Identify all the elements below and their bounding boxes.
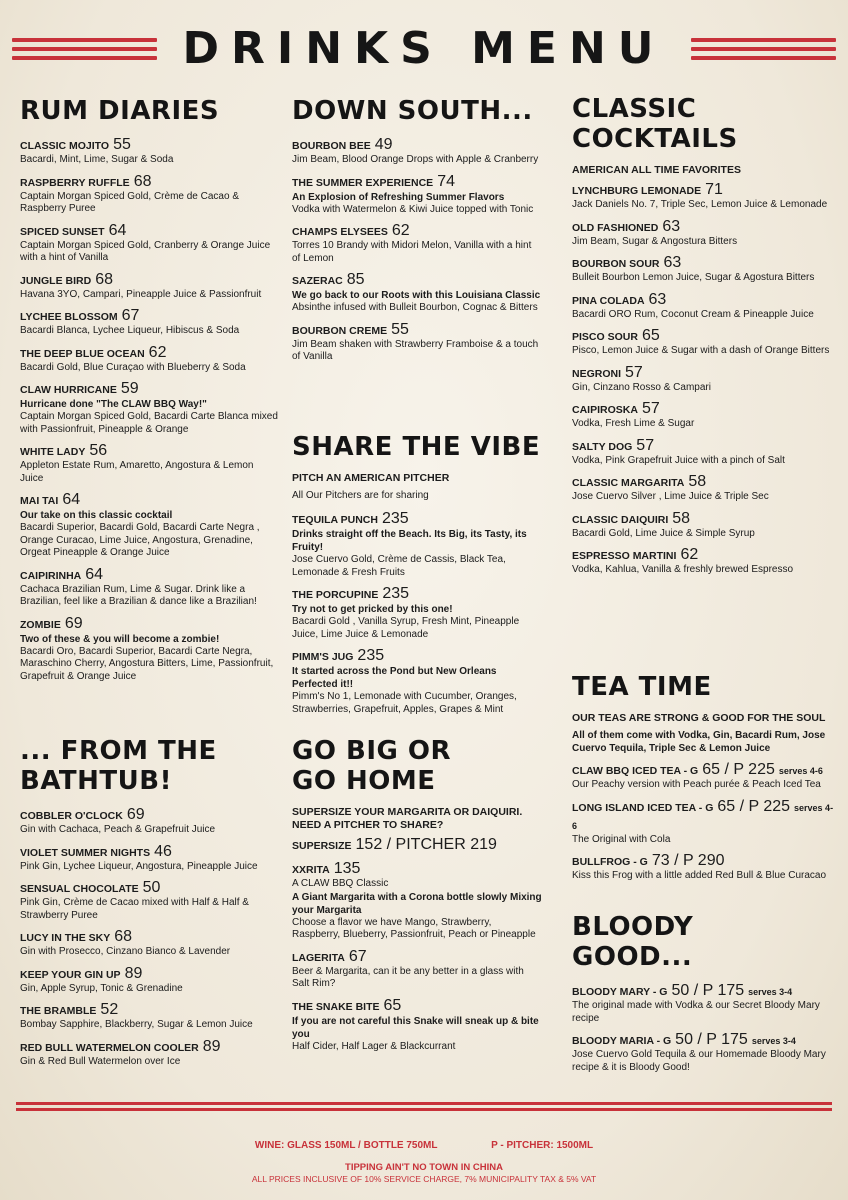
item-title-line (20, 928, 278, 946)
item-description: Appleton Estate Rum, Amaretto, Angostura & Lemon Juice (20, 460, 254, 484)
menu-item (292, 647, 542, 716)
item-name: LAGERITA (292, 951, 345, 964)
item-price: 64 (108, 221, 127, 239)
item-price: 63 (662, 217, 681, 235)
item-title-line (572, 364, 834, 382)
item-title-line (572, 761, 834, 779)
item-name: THE BRAMBLE (20, 1005, 97, 1017)
item-title-line (572, 1031, 834, 1049)
item-name: VIOLET SUMMER NIGHTS (20, 846, 151, 859)
item-name: RASPBERRY RUFFLE (20, 176, 130, 189)
item-description: Captain Morgan Spiced Gold, Crème de Cacao & Raspberry Puree (20, 190, 240, 214)
item-description: Captain Morgan Spiced Gold, Bacardi Carte Blanca mixed with Passionfruit, Pineapple & Orange (20, 411, 278, 435)
item-description: Bacardi Gold, Lime Juice & Simple Syrup (572, 527, 755, 539)
item-description: Gin, Cinzano Rosso & Campari (572, 381, 711, 393)
menu-item (572, 761, 834, 792)
section-heading: BLOODY GOOD... (572, 912, 694, 972)
menu-item (20, 271, 278, 302)
item-tagline: Our take on this classic cocktail (20, 510, 173, 521)
menu-item (292, 948, 542, 991)
menu-item (572, 400, 834, 431)
item-serves: serves 3-4 (751, 1036, 796, 1046)
item-price: 67 (121, 307, 140, 324)
item-description: Bacardi, Mint, Lime, Sugar & Soda (20, 154, 174, 165)
item-title-line (20, 566, 278, 584)
item-description: Jim Beam shaken with Strawberry Framboise & a touch of Vanilla (292, 338, 539, 362)
item-name: LYCHEE BLOSSOM (20, 311, 118, 323)
section-heading: RUM DIARIES (20, 96, 220, 126)
item-title-line (292, 173, 542, 191)
item-name: BLOODY MARY - G (572, 986, 668, 998)
item-price: 85 (346, 271, 365, 288)
item-list (572, 181, 834, 577)
item-title-line (292, 948, 542, 966)
menu-item (292, 510, 542, 579)
item-name: KEEP YOUR GIN UP (20, 968, 121, 981)
section-rum-diaries (20, 96, 278, 689)
item-price: 50 (142, 879, 161, 896)
item-description: Jose Cuervo Gold, Crème de Cassis, Black Tea, Lemonade & Fresh Fruits (292, 554, 506, 578)
section-bloody-good (572, 912, 834, 1080)
item-price: 235 (357, 647, 385, 664)
footer-sizes (0, 1140, 848, 1151)
section-tagline: All of them come with Vodka, Gin, Bacardi Rum, Jose Cuervo Tequila, Triple Sec & Lemon Juice (572, 730, 826, 754)
menu-item (572, 291, 834, 322)
supersize-price: 152 / PITCHER 219 (355, 836, 497, 853)
item-title-line (20, 491, 278, 509)
menu-item (572, 852, 834, 883)
item-tagline: An Explosion of Refreshing Summer Flavors (292, 191, 505, 203)
item-price: 68 (133, 172, 152, 190)
menu-item (20, 380, 278, 436)
menu-item (20, 806, 278, 837)
item-list (292, 136, 542, 364)
menu-item (572, 510, 834, 541)
item-title-line (572, 437, 834, 455)
item-description: Pisco, Lemon Juice & Sugar with a dash of Orange Bitters (572, 345, 830, 356)
menu-item (20, 491, 278, 560)
item-price: 235 (382, 585, 410, 602)
section-subheading: PITCH AN AMERICAN PITCHER (292, 472, 450, 484)
item-name: PISCO SOUR (572, 331, 638, 343)
item-price: 64 (85, 565, 104, 583)
item-title-line (572, 254, 834, 272)
item-price: 49 (374, 136, 393, 153)
item-description: Bacardi Gold , Vanilla Syrup, Fresh Mint, Pineapple Juice, Lime Juice & Lemonade (292, 616, 520, 640)
menu-item (20, 136, 278, 167)
item-price: 58 (672, 509, 691, 527)
menu-item (572, 798, 834, 847)
item-price: 62 (148, 343, 167, 361)
item-title-line (572, 218, 834, 236)
item-price: 68 (95, 270, 113, 288)
item-title-line (572, 181, 834, 199)
item-title-line (20, 136, 278, 154)
section-heading: CLASSIC COCKTAILS (572, 94, 738, 154)
item-description: Kiss this Frog with a little added Red Bull & Blue Curacao (572, 870, 827, 881)
item-name: SPICED SUNSET (20, 225, 105, 238)
item-name: RED BULL WATERMELON COOLER (20, 1041, 199, 1054)
item-title-line (20, 843, 278, 861)
item-price: 56 (89, 442, 108, 459)
item-title-line (292, 222, 542, 240)
item-title-line (20, 806, 278, 824)
item-name: NEGRONI (572, 367, 622, 380)
item-name: CHAMPS ELYSEES (292, 226, 388, 238)
item-name: XXRITA (292, 864, 330, 876)
item-name: LONG ISLAND ICED TEA - G (572, 801, 714, 814)
menu-item (572, 218, 834, 249)
item-price: 73 / P 290 (651, 852, 725, 869)
item-price: 59 (120, 380, 139, 397)
menu-item (572, 327, 834, 358)
item-description: Bacardi ORO Rum, Coconut Cream & Pineapple Juice (572, 308, 814, 320)
item-price: 65 / P 225 (702, 761, 775, 778)
item-serves: serves 4-6 (572, 802, 834, 831)
section-subheading: SUPERSIZE YOUR MARGARITA OR DAIQUIRI. NEED A PITCHER TO SHARE? (292, 806, 523, 831)
menu-item (572, 546, 834, 577)
item-title-line (292, 585, 542, 603)
menu-item (20, 442, 278, 485)
menu-item (20, 843, 278, 874)
item-description: Gin with Cachaca, Peach & Grapefruit Juice (20, 824, 216, 835)
menu-item (20, 965, 278, 996)
item-price: 89 (124, 964, 143, 982)
item-name: LYNCHBURG LEMONADE (572, 185, 702, 197)
item-price: 74 (437, 172, 455, 190)
item-name: CLASSIC MOJITO (20, 140, 110, 152)
item-title-line (292, 510, 542, 528)
item-list (572, 761, 834, 883)
section-heading: GO BIG OR GO HOME (292, 736, 452, 796)
menu-item (292, 585, 542, 641)
menu-item (572, 181, 834, 212)
menu-item (572, 254, 834, 285)
menu-item (20, 566, 278, 609)
item-name: JUNGLE BIRD (20, 274, 92, 287)
section-share-the-vibe (292, 432, 542, 722)
item-price: 63 (663, 254, 682, 271)
item-name: MAI TAI (20, 495, 59, 507)
menu-item (20, 879, 278, 922)
menu-item (292, 173, 542, 217)
item-title-line (20, 307, 278, 325)
item-description: Jose Cuervo Silver , Lime Juice & Triple Sec (572, 491, 769, 502)
item-description: Vodka, Kahlua, Vanilla & freshly brewed Espresso (572, 564, 794, 575)
menu-item (20, 344, 278, 375)
item-name: CLASSIC MARGARITA (572, 477, 685, 489)
item-serves: serves 3-4 (748, 987, 793, 997)
item-tagline: Hurricane done "The CLAW BBQ Way!" (20, 399, 207, 410)
item-name: BOURBON CREME (292, 324, 388, 337)
item-price: 57 (625, 363, 643, 381)
item-description: Pimm's No 1, Lemonade with Cucumber, Oranges, Strawberries, Grapefruit, Apples, Grapes & Mint (292, 691, 517, 715)
item-description: Torres 10 Brandy with Midori Melon, Vanilla with a hint of Lemon (292, 240, 532, 264)
item-title-line (20, 879, 278, 897)
item-price: 57 (636, 436, 655, 454)
menu-item (292, 136, 542, 167)
item-title-line (572, 400, 834, 418)
item-price: 69 (126, 806, 145, 823)
item-description: Bombay Sapphire, Blackberry, Sugar & Lemon Juice (20, 1019, 253, 1030)
item-name: OLD FASHIONED (572, 221, 659, 234)
item-name: SAZERAC (292, 275, 343, 287)
item-price: 63 (648, 290, 667, 308)
item-title-line (572, 798, 834, 834)
menu-item (572, 473, 834, 504)
item-title-line (292, 860, 542, 878)
item-name: TEQUILA PUNCH (292, 514, 378, 526)
item-description: Gin with Prosecco, Cinzano Bianco & Lavender (20, 946, 231, 957)
item-description: Beer & Margarita, can it be any better in a glass with Salt Rim? (292, 965, 524, 989)
item-price: 62 (391, 222, 410, 239)
section-go-big-or-go-home (292, 736, 542, 1059)
item-description: Cachaca Brazilian Rum, Lime & Sugar. Drink like a Brazilian, feel like a Brazilian & dance like a Brazilian! (20, 583, 257, 607)
item-name: THE PORCUPINE (292, 589, 379, 601)
item-name: SALTY DOG (572, 440, 633, 453)
item-title-line (572, 291, 834, 309)
item-description: Bacardi Oro, Bacardi Superior, Bacardi Carte Negra, Maraschino Cherry, Angostura Bitters, Lime, Passionfruit, Grapefruit & Orange Juice (20, 645, 274, 682)
item-description: Jose Cuervo Gold Tequila & our Homemade Bloody Mary recipe & it is Bloody Good! (572, 1049, 826, 1073)
item-title-line (292, 321, 542, 339)
decorative-stripes-right (691, 38, 836, 65)
item-price: 235 (381, 510, 409, 527)
item-title-line (20, 173, 278, 191)
item-tagline: Drinks straight off the Beach. Its Big, its Tasty, its Fruity! (292, 529, 527, 553)
item-name: CLAW BBQ ICED TEA - G (572, 765, 699, 777)
item-serves: serves 4-6 (778, 766, 823, 776)
item-price: 50 / P 175 (675, 1031, 748, 1048)
item-name: CLAW HURRICANE (20, 384, 117, 396)
item-tagline: Two of these & you will become a zombie! (20, 633, 220, 645)
item-price: 46 (154, 842, 172, 860)
item-tagline: We go back to our Roots with this Louisiana Classic (292, 290, 541, 301)
menu-item (20, 1038, 278, 1069)
menu-item (20, 615, 278, 684)
item-description: Pink Gin, Crème de Cacao mixed with Half & Half & Strawberry Puree (20, 897, 249, 921)
menu-item (572, 364, 834, 395)
tipping-note: TIPPING AIN'T NO TOWN IN CHINA (345, 1162, 503, 1173)
section-from-the-bathtub (20, 736, 278, 1074)
menu-item (292, 271, 542, 315)
item-list (292, 860, 542, 1053)
item-price: 65 (383, 996, 402, 1014)
item-name: CLASSIC DAIQUIRI (572, 513, 669, 526)
menu-item (20, 173, 278, 216)
item-description: Pink Gin, Lychee Liqueur, Angostura, Pineapple Juice (20, 860, 258, 872)
item-description: Bacardi Blanca, Lychee Liqueur, Hibiscus & Soda (20, 325, 240, 336)
price-disclaimer: ALL PRICES INCLUSIVE OF 10% SERVICE CHARGE, 7% MUNICIPALITY TAX & 5% VAT (251, 1174, 597, 1184)
menu-item (572, 1031, 834, 1074)
item-name: ESPRESSO MARTINI (572, 550, 677, 562)
item-name: SENSUAL CHOCOLATE (20, 883, 139, 895)
item-title-line (20, 1038, 278, 1056)
item-title-line (20, 271, 278, 289)
item-description: The Original with Cola (572, 833, 671, 845)
item-name: LUCY IN THE SKY (20, 932, 111, 944)
decorative-divider (16, 1102, 832, 1114)
wine-sizes: WINE: GLASS 150ML / BOTTLE 750ML (254, 1140, 438, 1151)
item-price: 69 (64, 614, 83, 632)
item-price: 52 (100, 1001, 119, 1018)
item-price: 55 (391, 320, 409, 338)
item-name: WHITE LADY (20, 446, 86, 458)
menu-item (292, 997, 542, 1054)
menu-item (572, 982, 834, 1025)
item-description: Jack Daniels No. 7, Triple Sec, Lemon Juice & Lemonade (572, 199, 828, 210)
item-name: CAIPIRINHA (20, 569, 82, 582)
item-price: 71 (705, 181, 723, 198)
item-tagline: It started across the Pond but New Orleans Perfected it!! (292, 666, 497, 690)
item-price: 89 (202, 1037, 221, 1055)
item-title-line (292, 997, 542, 1015)
section-heading: DOWN SOUTH... (292, 96, 533, 126)
section-subheading: OUR TEAS ARE STRONG & GOOD FOR THE SOUL (572, 712, 826, 724)
item-list (20, 136, 278, 683)
section-tea-time (572, 672, 834, 889)
item-description: Bacardi Gold, Blue Curaçao with Blueberry & Soda (20, 361, 246, 373)
item-description: Our Peachy version with Peach purée & Peach Iced Tea (572, 779, 821, 790)
item-name: BULLFROG - G (572, 856, 648, 868)
item-title-line (572, 327, 834, 345)
item-title-line (292, 136, 542, 154)
item-description: Vodka, Pink Grapefruit Juice with a pinch of Salt (572, 454, 785, 466)
item-list (20, 806, 278, 1068)
item-description: Absinthe infused with Bulleit Bourbon, Cognac & Bitters (292, 302, 538, 313)
item-price: 135 (333, 860, 361, 877)
supersize-label: SUPERSIZE (292, 840, 352, 852)
supersize-line (292, 836, 542, 854)
item-description: Gin, Apple Syrup, Tonic & Grenadine (20, 982, 183, 994)
item-name: CAIPIROSKA (572, 404, 638, 416)
item-price: 57 (641, 400, 660, 417)
item-tagline: Try not to get pricked by this one! (292, 604, 453, 615)
item-price: 58 (688, 473, 707, 490)
item-description: Bulleit Bourbon Lemon Juice, Sugar & Agostura Bitters (572, 272, 815, 283)
section-note: All Our Pitchers are for sharing (292, 490, 429, 501)
item-description: Vodka, Fresh Lime & Sugar (572, 418, 695, 429)
item-title-line (292, 647, 542, 665)
item-title-line (20, 615, 278, 633)
item-title-line (572, 982, 834, 1000)
section-subheading: AMERICAN ALL TIME FAVORITES (572, 164, 741, 176)
menu-item (20, 307, 278, 338)
item-name: BLOODY MARIA - G (572, 1035, 672, 1047)
item-title-line (20, 380, 278, 398)
item-title-line (572, 510, 834, 528)
item-name: ZOMBIE (20, 618, 61, 631)
item-name: THE SNAKE BITE (292, 1000, 380, 1013)
item-list (572, 982, 834, 1074)
item-tagline: If you are not careful this Snake will sneak up & bite you (292, 1015, 539, 1040)
section-classic-cocktails (572, 94, 834, 583)
item-price: 67 (348, 947, 367, 965)
item-description: A CLAW BBQ Classic (292, 878, 389, 889)
section-down-south (292, 96, 542, 370)
item-description: Gin & Red Bull Watermelon over Ice (20, 1055, 181, 1067)
item-price: 50 / P 175 (671, 982, 745, 999)
menu-item (292, 860, 542, 942)
page-title: DRINKS MENU (182, 23, 666, 74)
item-price: 55 (113, 136, 131, 153)
pitcher-size: P - PITCHER: 1500ML (491, 1140, 594, 1151)
section-heading: ... FROM THE BATHTUB! (20, 736, 217, 796)
item-title-line (572, 546, 834, 564)
item-name: COBBLER O'CLOCK (20, 810, 123, 822)
item-name: BOURBON SOUR (572, 258, 660, 270)
menu-item (20, 1001, 278, 1032)
section-heading: SHARE THE VIBE (292, 432, 541, 462)
item-description: Havana 3YO, Campari, Pineapple Juice & Passionfruit (20, 288, 262, 300)
item-description: Half Cider, Half Lager & Blackcurrant (292, 1040, 456, 1052)
item-title-line (292, 271, 542, 289)
item-description-2: Choose a flavor we have Mango, Strawberry, Raspberry, Blueberry, Passionfruit, Peach or Pineapple (292, 916, 536, 940)
item-description: Jim Beam, Blood Orange Drops with Apple & Cranberry (292, 154, 539, 165)
item-description: Bacardi Superior, Bacardi Gold, Bacardi Carte Negra , Orange Curacao, Lime Juice, Angostura, Grenadine, Orgeat Pineapple & Orange Juice (20, 522, 260, 558)
item-description: Jim Beam, Sugar & Angostura Bitters (572, 235, 738, 247)
item-price: 65 (641, 327, 660, 344)
item-title-line (20, 222, 278, 240)
item-price: 64 (62, 491, 81, 508)
menu-item (20, 222, 278, 265)
section-heading: TEA TIME (572, 672, 712, 702)
item-title-line (20, 1001, 278, 1019)
item-price: 65 / P 225 (717, 797, 791, 815)
item-name: PINA COLADA (572, 294, 645, 307)
item-title-line (20, 965, 278, 983)
item-title-line (20, 344, 278, 362)
item-title-line (20, 442, 278, 460)
item-name: BOURBON BEE (292, 140, 371, 152)
item-description: The original made with Vodka & our Secret Bloody Mary recipe (572, 1000, 820, 1024)
menu-item (292, 222, 542, 265)
menu-item (292, 321, 542, 364)
item-description: Captain Morgan Spiced Gold, Cranberry & Orange Juice with a hint of Vanilla (20, 239, 271, 263)
item-price: 68 (114, 928, 133, 945)
header (0, 24, 848, 74)
item-title-line (572, 852, 834, 870)
menu-item (20, 928, 278, 959)
item-tagline: A Giant Margarita with a Corona bottle slowly Mixing your Margarita (292, 891, 542, 916)
item-list (292, 510, 542, 716)
item-name: PIMM'S JUG (292, 651, 354, 663)
menu-item (572, 437, 834, 468)
item-name: THE DEEP BLUE OCEAN (20, 347, 145, 360)
item-title-line (572, 473, 834, 491)
item-description: Vodka with Watermelon & Kiwi Juice topped with Tonic (292, 203, 534, 215)
item-name: THE SUMMER EXPERIENCE (292, 176, 434, 189)
item-price: 62 (680, 546, 699, 563)
